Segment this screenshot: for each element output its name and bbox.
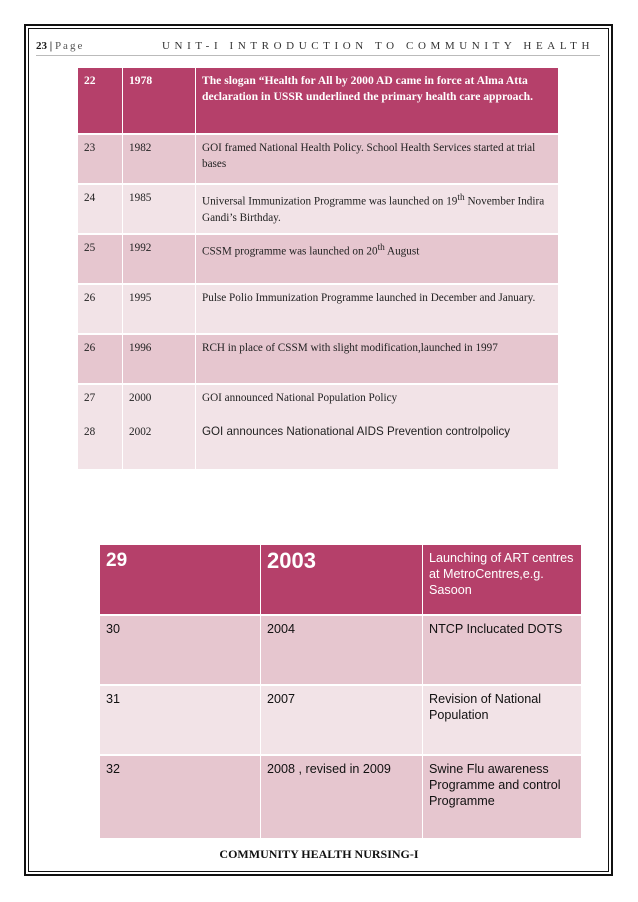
row-number: [78, 384, 123, 470]
row-event: Launching of ART centres at MetroCentres,e.g. Sasoon: [423, 545, 582, 615]
row-number: 30: [100, 615, 261, 685]
page-number: 23: [36, 40, 47, 52]
timeline-table-2: [100, 545, 581, 840]
row-year: [123, 384, 196, 470]
row-event: [196, 184, 559, 234]
row-event: NTCP Inclucated DOTS: [423, 615, 582, 685]
row-number: 26: [78, 334, 123, 384]
row-event: [196, 234, 559, 284]
row-year-a: 2000: [129, 392, 152, 404]
row-year: 1996: [123, 334, 196, 384]
table-row: [78, 284, 558, 334]
row-year-b: 2002: [129, 426, 152, 438]
row-event: Revision of National Population: [423, 685, 582, 755]
row-year: 1978: [123, 68, 196, 134]
event-superscript: th: [457, 193, 465, 203]
row-number: 32: [100, 755, 261, 839]
page-header: [36, 38, 602, 54]
row-event: [196, 384, 559, 470]
event-text-cont: August: [384, 245, 420, 258]
timeline-table-1: [78, 68, 558, 471]
page-separator: |: [49, 40, 53, 52]
table-row: [78, 234, 558, 284]
row-year: 1982: [123, 134, 196, 184]
row-number: 25: [78, 234, 123, 284]
row-number: 31: [100, 685, 261, 755]
table-row: [78, 134, 558, 184]
row-event: Pulse Polio Immunization Programme launched in December and January.: [196, 284, 559, 334]
row-event: Swine Flu awareness Programme and control Programme: [423, 755, 582, 839]
header-divider: [36, 55, 600, 56]
row-event: GOI framed National Health Policy. School Health Services started at trial bases: [196, 134, 559, 184]
table-row: [100, 685, 581, 755]
page-number-label: [36, 38, 84, 54]
table-row: [78, 184, 558, 234]
row-number: 24: [78, 184, 123, 234]
unit-title: UNIT-I INTRODUCTION TO COMMUNITY HEALTH: [162, 40, 594, 52]
row-year: 1992: [123, 234, 196, 284]
row-number: 22: [78, 68, 123, 134]
row-year: 1985: [123, 184, 196, 234]
row-year: 2008 , revised in 2009: [261, 755, 423, 839]
footer-title: COMMUNITY HEALTH NURSING-I: [219, 847, 419, 861]
row-year: 1995: [123, 284, 196, 334]
row-number: 23: [78, 134, 123, 184]
table-row: [100, 545, 581, 615]
row-number-a: 27: [84, 392, 96, 404]
row-year: 2003: [261, 545, 423, 615]
row-event: RCH in place of CSSM with slight modification,launched in 1997: [196, 334, 559, 384]
row-number: 26: [78, 284, 123, 334]
event-text-a: GOI announced National Population Policy: [202, 392, 398, 404]
event-text: CSSM programme was launched on 20: [202, 245, 378, 258]
event-text: Universal Immunization Programme was launched on 19: [202, 195, 458, 208]
table-row: [78, 384, 558, 470]
page-word: Page: [54, 40, 85, 52]
event-text-b: GOI announces Nationational AIDS Prevention controlpolicy: [202, 425, 511, 438]
event-superscript: th: [377, 243, 385, 253]
table-row: [78, 334, 558, 384]
table-row: [100, 615, 581, 685]
row-number-b: 28: [84, 426, 96, 438]
table-row: [100, 755, 581, 839]
table-row: [78, 68, 558, 134]
row-number: 29: [100, 545, 261, 615]
row-year: 2004: [261, 615, 423, 685]
event-text-cont: November Indira Gandi’s Birthday.: [202, 195, 545, 224]
row-year: 2007: [261, 685, 423, 755]
row-event: The slogan “Health for All by 2000 AD came in force at Alma Atta declaration in USSR underlined the primary health care approach.: [196, 68, 559, 134]
